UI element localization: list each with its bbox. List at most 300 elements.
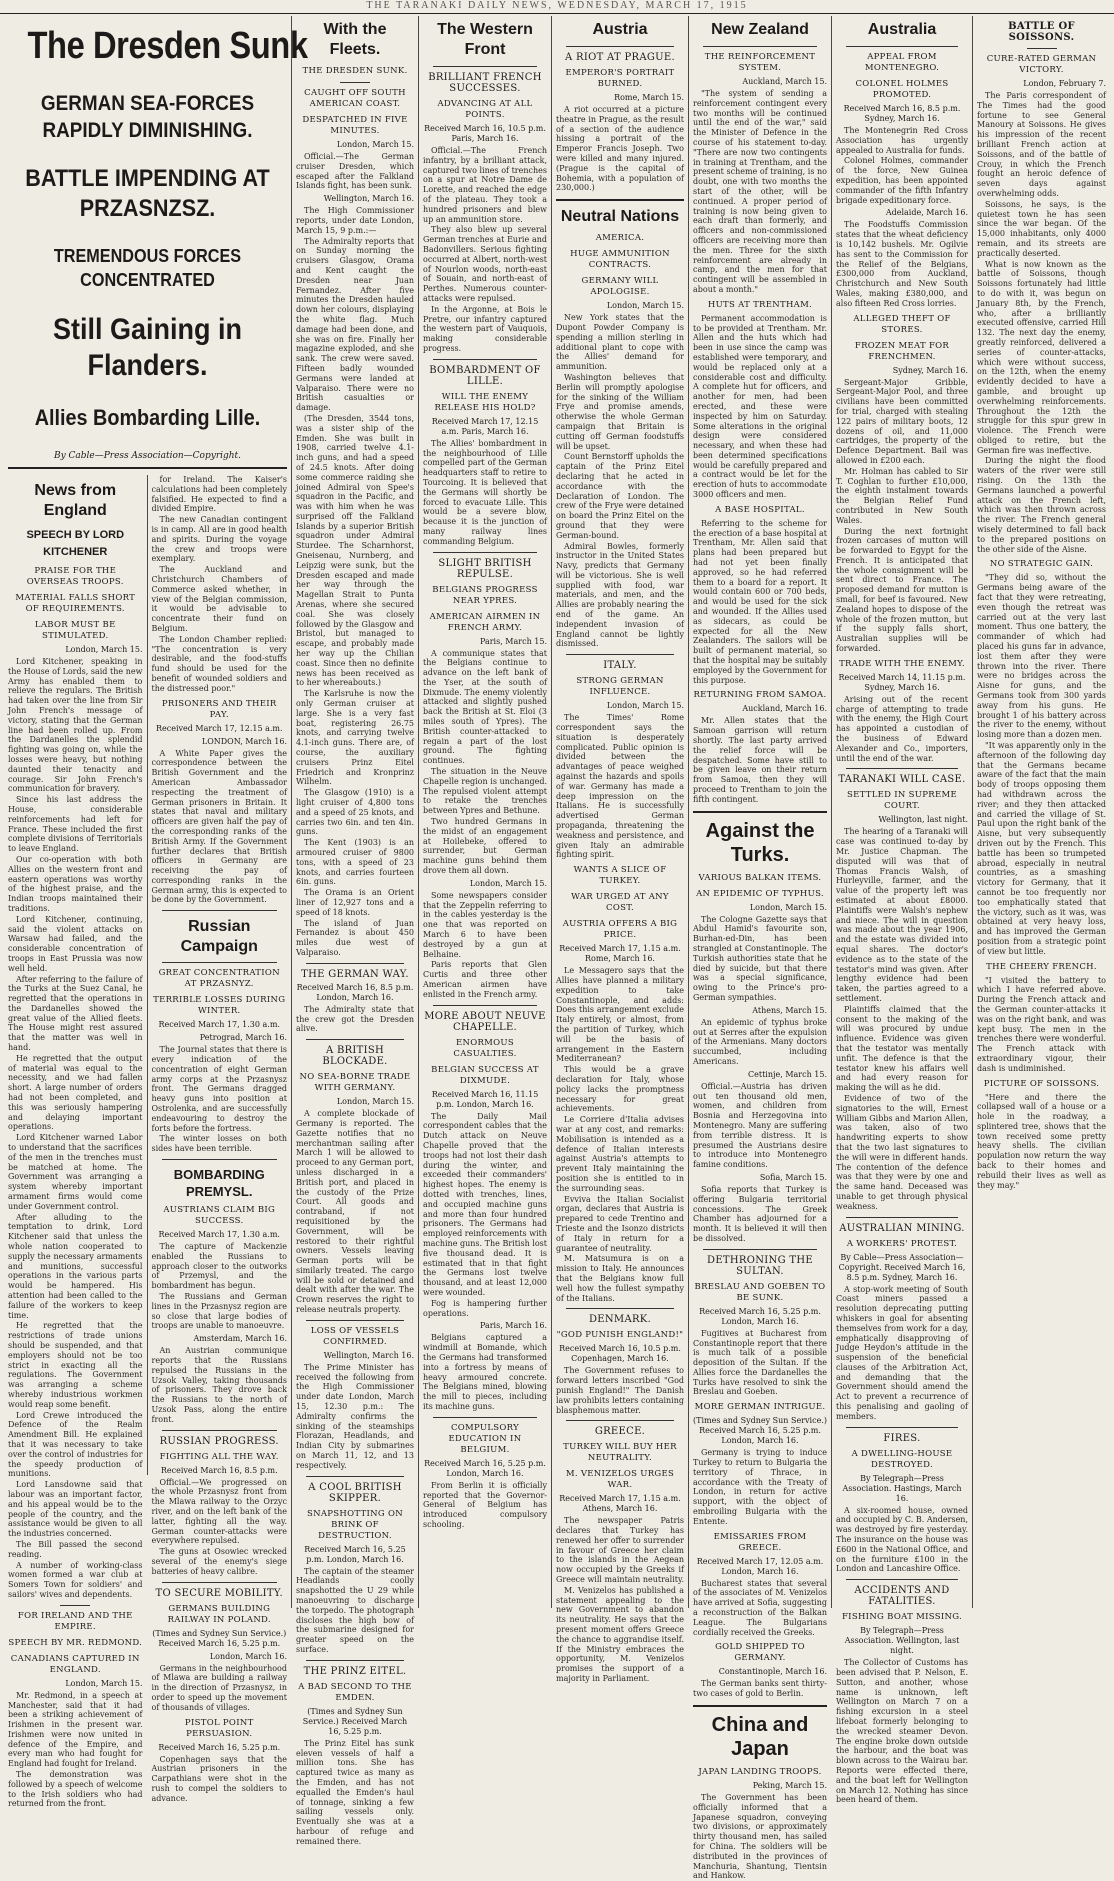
subhead: ENORMOUS CASUALTIES. <box>453 1037 517 1059</box>
article-paragraph: The demonstration was followed by a speech of welcome to the Irish soldiers who had returned from the front. <box>8 1770 143 1809</box>
subhead: BELGIAN SUCCESS AT DIXMUDE. <box>431 1064 539 1086</box>
headline-to-secure-mobility: TO SECURE MOBILITY. <box>155 1587 283 1599</box>
article-paragraph: Official.—We progressed on the whole Przasnysz front from the Mlawa railway to the Orzyc river, and on the left bank of the latter, fighting all the way. German counter-attacks were everywhere repulsed. <box>151 1477 287 1546</box>
article-paragraph: The High Commissioner reports, under date London, March 15, 9 p.m.:— <box>296 206 414 235</box>
subhead: FOR IRELAND AND THE EMPIRE. <box>17 1610 133 1632</box>
article-paragraph: The Orama is an Orient liner of 12,927 tons and a speed of 18 knots. <box>296 888 414 917</box>
article-paragraph: The Kent (1903) is an armoured cruiser of 9800 tons, with a speed of 23 knots, and carries fourteen 6in. guns. <box>296 838 414 887</box>
article-paragraph: In the Argonne, at Bois le Pretre, our infantry captured the western part of Vauquois, making considerable progress. <box>423 304 547 353</box>
article-paragraph: The Auckland and Christchurch Chambers of Commerce asked whether, in view of the Belgian commission, it would be advisable to concentrate their fund on Belgium. <box>151 565 287 633</box>
dateline: Paris, March 16. <box>479 1321 547 1331</box>
subhead: VARIOUS BALKAN ITEMS. <box>698 872 822 883</box>
article-paragraph: He regretted that the output of material was equal to the necessity, and we had fallen short. A large number of orders had not been completed, and this was seriously hampering and delaying important operations. <box>8 1053 143 1132</box>
dateline: Auckland, March 16. <box>742 704 827 714</box>
headline-bombardment-of-lille: BOMBARDMENT OF LILLE. <box>429 364 541 387</box>
subhead: PISTOL POINT PERSUASION. <box>184 1717 254 1739</box>
headline-british-blockade: A BRITISH BLOCKADE. <box>322 1045 388 1068</box>
dateline: London, March 15. <box>606 701 684 711</box>
article-paragraph: Lord Kitchener, continuing, said the violent attacks on Warsaw had failed, and the considerable concentration of troops in East Prussia was now well held. <box>8 914 143 973</box>
subhead: FIGHTING ALL THE WAY. <box>159 1451 279 1462</box>
subhead: ALLEGED THEFT OF STORES. <box>853 313 951 335</box>
article-paragraph: An epidemic of typhus broke out at Serres after the expulsion of the Armenians. Many doctors succumbed, including Americans. <box>693 1017 827 1066</box>
subhead: STRONG GERMAN INFLUENCE. <box>576 676 664 698</box>
subhead: RETURNING FROM SAMOA. <box>693 690 827 701</box>
dateline: London, March 15. <box>65 1678 143 1688</box>
headline-italy: ITALY. <box>603 660 637 672</box>
article-paragraph: From Berlin it is officially reported that the Governor-General of Belgium has introduced compulsory schooling. <box>423 1480 547 1529</box>
dateline: Received March 16, 5.25 p.m. London, March 16. <box>699 1306 821 1326</box>
article-paragraph: This would be a grave declaration for Italy, whose policy lacks the promptness necessary for great achievements. <box>556 1065 684 1114</box>
subhead: MATERIAL FALLS SHORT OF REQUIREMENTS. <box>15 593 136 614</box>
subhead: FISHING BOAT MISSING. <box>841 1612 963 1623</box>
subhead: BRILLIANT FRENCH SUCCESSES. <box>428 72 542 94</box>
article-paragraph: The Paris correspondent of The Times had the good fortune to see General Manoury at Soissons. He gives his impression of the recent brilliant French action at Soissons, and of the battle of Crouy, in which the French fought an heroic defence of seven days against overwhelming odds. <box>977 91 1106 198</box>
section-new-zealand: New Zealand <box>711 21 809 38</box>
article-paragraph: Germany is trying to induce Turkey to return to Bulgaria the territory of Thrace, in accordance with the Treaty of London, in return for active support, with the object of embroiling Bulgaria with the Entente. <box>693 1448 827 1526</box>
headline-cool-british-skipper: A COOL BRITISH SKIPPER. <box>308 1481 402 1504</box>
subhead: AMERICAN AIRMEN IN FRENCH ARMY. <box>429 611 541 633</box>
dateline: LONDON, March 16. <box>201 736 287 746</box>
section-battle-of-soissons: BATTLE OF SOISSONS. <box>1008 21 1075 43</box>
article-paragraph: "Here and there the collapsed wall of a house or a hole in the roadway, a splintered tree, shows that the town received some pretty heavy shells. The civilian population now return the way back to their homes and rebuild their lives as well as they may." <box>977 1092 1106 1190</box>
section-neutral-nations: Neutral Nations <box>560 208 680 226</box>
dateline: Received March 17, 1.30 a.m. <box>158 1020 280 1030</box>
article-paragraph: A communique states that the Belgians continue to advance on the left bank of the Yser, at the south of Dixmude. The enemy violently attacked and slightly pushed back the British at St. Eloi (3 miles south of Ypres). The British counter-attacked to regain a part of the lost ground. The fighting continues. <box>423 648 547 766</box>
article-paragraph: Mr. Holman has cabled to Sir T. Coghlan to further £10,000, the eighth instalment towards the Belgian Relief Fund contributed in New South Wales. <box>836 466 968 525</box>
section-austria: Austria <box>592 21 648 38</box>
dateline: Received March 16, 5.25 p.m. <box>158 1742 281 1752</box>
subhead: BRESLAU AND GOEBEN TO BE SUNK. <box>694 1281 826 1303</box>
article-paragraph: Fugitives at Bucharest from Constantinople report that there is much talk of a possible deposition of the Sultan. If the Allies force the Dardanelles the Turks have resolved to sink the Breslau and Goeben. <box>693 1328 827 1397</box>
subhead: AUSTRIANS CLAIM BIG SUCCESS. <box>163 1205 276 1227</box>
article-paragraph: Since his last address the House, considerable reinforcements had left for France. These included the first complete divisions of Territorials to leave England. <box>8 795 143 854</box>
column-austria <box>552 16 689 1684</box>
dateline: Peking, March 15. <box>752 1781 827 1791</box>
divider <box>566 654 674 655</box>
dateline: Wellington, March 16. <box>323 1350 414 1360</box>
article-paragraph: The Foodstuffs Commission states that the wheat deficiency is 10,142 bushels. Mr. Ogilvie has sent to the Commission for the Relief of the Belgians, £300,000 from Auckland, Christchurch and New South Wales, making £380,000, and also fifteen Red Cross lorries. <box>836 220 968 308</box>
dateline: London, March 15. <box>749 902 827 912</box>
dateline: Received March 16, 10.5 p.m. Paris, March 16. <box>424 124 546 143</box>
subhead: LOSS OF VESSELS CONFIRMED. <box>310 1325 400 1347</box>
article-paragraph: "I visited the battery to which I have referred above. During the French attack and the German counter-attacks it was on the right bank, and was kept busy. The men in the trenches there were wonderful. The French attack with extraordinary vigour, their dash is undiminished. <box>977 975 1106 1073</box>
main-news-subcolumns <box>8 475 287 1809</box>
dateline: London, March 15. <box>606 301 684 311</box>
article-paragraph: "The system of sending a reinforcement contingent every two months will be continued until the end of the war," said the Minister of Defence in the course of his statement to-day. "There are now two contingents in training at Trentham, and the present scheme of training, is no doubt, one with two months the start of the other, will be continued. A proper period of training is now being given to each draft than formerly, and officers and non-commissioned officers are receiving more than the men. Three for the sixth reinforcement are already in camp, and the men for that contingent will be assembled in about a month." <box>693 89 827 294</box>
subhead: A RIOT AT PRAGUE. <box>565 52 675 63</box>
article-paragraph: Mr. Allen states that the Samoan garrison will return shortly. The last party arrived the relief force will be despatched. Some have still to be given leave on their return from Samoa, then they will proceed to Trentham to join the fifth contingent. <box>693 716 827 804</box>
article-paragraph: The Admiralty reports that on Sunday morning the cruisers Glasgow, Orama and Kent caught the Dresden near Juan Fernandez. After five minutes the Dresden hauled down her colours, displaying the white flag. Much damage had been done, and she was on fire. Finally her magazine exploded, and she sank. The crew were saved. Fifteen badly wounded Germans were landed at Valparaiso. There were no British casualties or damage. <box>296 236 414 413</box>
article-paragraph: Referring to the scheme for the erection of a base hospital at Trentham, Mr. Allen said that plans had been prepared but had not yet been finally approved, so he had referred them to a board for a report. It would contain 600 or 700 beds, and would be used for the sick and wounded. If the Allies used as sidecars, as could be expected for all the New Zealanders. The sailors will be built of permanent material, so that the hospital may be suitably employed by the Government for this purpose. <box>693 518 827 685</box>
dateline: Received March 14, 11.15 p.m. Sydney, March 16. <box>838 672 966 692</box>
article-paragraph: The Government has been officially informed that a Japanese squadron, conveying two divisions, or approximately thirty thousand men, has sailed for China. The soldiers will be distributed in the provinces of Manchuria, Shantung, Tientsin and Hankow. <box>693 1793 827 1881</box>
article-paragraph: The Admiralty state that the crew got the Dresden alive. <box>296 1004 414 1034</box>
divider <box>846 46 958 47</box>
subhead: TRADE WITH THE ENEMY. <box>839 658 965 669</box>
article-paragraph: During the night the flood waters of the river were still rising. On the 13th the Germans launched a powerful attack on the French left, which was then thrown across the river. The French general wisely determined to fall back to the prepared positions on the other side of the Aisne. <box>977 456 1106 554</box>
divider <box>566 1308 674 1309</box>
dateline: Received March 17, 12.05 a.m. London, March 16. <box>696 1556 824 1576</box>
column-with-the-fleets <box>292 16 419 1846</box>
headline-russian-progress: RUSSIAN PROGRESS. <box>159 1435 279 1447</box>
article-paragraph: Evidence of two of the signatories to the will, Ernest William Gibbs and Marion Allen, was taken, also of two handwriting experts to show that the two last signatures to the will were in different hands. The contention of the defence was that they were by one and the same hand. Deceased was unable to get through physical weakness. <box>836 1093 968 1211</box>
article-paragraph: New York states that the Dupont Powder Company is spending a million sterling in additional plant to cope with the Allies' demand for ammunition. <box>556 313 684 372</box>
subhead: TURKEY WILL BUY HER NEUTRALITY. <box>563 1442 677 1464</box>
column-main-news <box>4 16 308 1809</box>
headline-still-gaining: Still Gaining in Flanders. <box>53 313 243 382</box>
subhead: MORE GERMAN INTRIGUE. <box>694 1402 826 1413</box>
divider <box>693 811 827 813</box>
article-paragraph: Lord Kitchener, speaking in the House of Lords, said the new Army has enabled them to relieve the regulars. The British had taken over the line from Sir John French's message of victory, stating that the German line had been rolled up. From the Dardanelles the splendid fighting was going on, while the losses were heavy, but nothing daunted their tenacity and courage. Sir John French's communication for bravery. <box>8 657 143 794</box>
article-paragraph: The captain of the steamer Headlands coolly snapshotted the U 29 while manoeuvring to discharge the torpedo. The photograph discloses the high bow of the submarine designed for greater speed on the surface. <box>296 1566 414 1655</box>
divider <box>433 1005 537 1006</box>
subcolumn-left <box>8 475 148 1809</box>
headline-dethroning-sultan: DETHRONING THE SULTAN. <box>707 1254 813 1277</box>
subhead: NO STRATEGIC GAIN. <box>989 559 1094 570</box>
article-paragraph: Official.—The German cruiser Dresden, which escaped after the Falkland Islands fight, has been sunk. <box>296 152 414 191</box>
article-paragraph: Bucharest states that several of the associates of M. Venizelos have arrived at Sofia, suggesting a reconstruction of the Balkan League. The Bulgarians cordially received the Greeks. <box>693 1578 828 1637</box>
dateline: Received March 17, 1.15 a.m. Rome, March 16. <box>559 944 681 964</box>
article-paragraph: Paris reports that Glen Curtis and three other American airmen have enlisted in the French army. <box>423 960 547 999</box>
dateline: Rome, March 15. <box>614 93 684 102</box>
article-paragraph: Admiral Bowles, formerly instructor in the United States Navy, predicts that Germany will be victorious. She is well supplied with food, war materials, and men, and the Allies are probably nearing the end of the game. An independent invasion of England cannot be lightly dismissed. <box>556 541 684 649</box>
subhead: PRAISE FOR THE OVERSEAS TROOPS. <box>26 566 124 587</box>
divider <box>306 1320 404 1321</box>
dateline: Received March 17, 1.30 a.m. <box>158 1230 280 1240</box>
article-paragraph: M. Matsumura is on a mission to Italy. He announces that the Belgians know full well how the fullest sympathy of the Italians. <box>556 1254 684 1303</box>
article-paragraph: The capture of Mackenzie enabled the Russians to approach closer to the outworks of Przemysl, and the bombardment has begun. <box>151 1242 287 1291</box>
divider <box>433 1417 537 1418</box>
divider <box>306 1039 404 1040</box>
subhead: WANTS A SLICE OF TURKEY. <box>573 865 667 887</box>
article-paragraph: "They did so, without the Germans being aware of the fact that they were retreating, even though the retreat was carried out at the very last moment. Thus one battery, the commander of which had placed his guns far in advance, lost them after they were thrown into the river. There were no bridges across the Aisne for guns, and the Germans took from 300 yards away from his guns. He brought 1 of his battery across the river to the enemy, without losing more than a dozen men. <box>977 573 1106 740</box>
article-paragraph: The Karlsruhe is now the only German cruiser at large. She is a very fast boat, registering 26.75 knots, and carrying twelve 4.1-inch guns. There are, of course, the auxiliary cruisers Prinz Eitel Friedrich and Kronprinz Wilhelm. <box>296 689 414 787</box>
dateline: Adelaide, March 16. <box>885 208 968 218</box>
article-paragraph: The newspaper Patris declares that Turkey has renewed her offer to surrender in favour of Greece her claim to the islands in the Aegean now occupied by the Greeks if Greece will maintain neutrality. <box>556 1516 684 1585</box>
headline-allies-bombarding: Allies Bombarding Lille. <box>34 405 261 430</box>
dateline: Paris, March 15. <box>479 636 547 646</box>
divider <box>1027 48 1057 49</box>
article-paragraph: Colonel Holmes, commander of the force, New Guinea expedition, has been appointed commander of the fifth Infantry brigade expeditionary force. <box>836 156 968 205</box>
subhead: EMISSARIES FROM GREECE. <box>713 1531 807 1553</box>
dateline: Athens, March 15. <box>752 1005 827 1015</box>
headline-bombarding-premysl: BOMBARDING PREMYSL. <box>173 1167 265 1200</box>
article-paragraph: Lord Lansdowne said that labour was an important factor, and his appeal would be to the people of the country, and the assistance would be given to all the industries concerned. <box>8 1480 143 1539</box>
divider <box>162 962 278 963</box>
dateline: Received March 16, 8.5 p.m. <box>160 1465 278 1475</box>
article-paragraph: The Cologne Gazette says that Abdul Hamid's favourite son, Burhan-ed-Din, has been strangled at Constantinople. The Turkish authorities state that he died by suicide, but that there was a special significance, owing to the Prince's pro-German sympathies. <box>693 914 827 1002</box>
dateline: Wellington, last night. <box>878 815 968 825</box>
article-paragraph: The guns at Osowiec wrecked several of the enemy's siege batteries of heavy calibre. <box>151 1547 287 1576</box>
divider <box>566 1420 674 1421</box>
subhead: PRISONERS AND THEIR PAY. <box>161 698 277 720</box>
divider <box>693 1705 827 1707</box>
headline-greece: GREECE. <box>594 1426 646 1438</box>
subhead: CANADIANS CAPTURED IN ENGLAND. <box>10 1653 140 1675</box>
article-paragraph: During the next fortnight frozen carcases of mutton will be forwarded to Egypt for the French. It is anticipated that the whole consignment will be sent direct to France. The proposed demand for mutton is small, for beef is favoured. New Zealand hopes to dispose of the whole of the frozen mutton, but if the supply falls short, Australian supplies will be forwarded. <box>836 526 968 654</box>
section-australia: Australia <box>867 21 937 38</box>
divider <box>846 1427 958 1428</box>
subhead: GOLD SHIPPED TO GERMANY. <box>715 1642 805 1664</box>
article-paragraph: A complete blockade of Germany is reported. The Gazette notifies that no merchantman sailing after March 1 will be allowed to proceed to any German port, unless discharged in a British port, and placed in the custody of the Prize Court. All goods and contraband, if not requisitioned by the Government, will be restored to their rightful owners. Vessels leaving German ports will be similarly treated. The cargo will be sold or detained and dealt with after the war. The Crown reserves the right to release neutrals property. <box>296 1109 414 1315</box>
article-paragraph: Plaintiffs claimed that the consent to the making of the will was procured by undue influence. Evidence was given that the testator was mentally unfit. The defence is that the testator knew his affairs well and had every reason for making the will as he did. <box>836 1004 968 1093</box>
subhead: GERMANS BUILDING RAILWAY IN POLAND. <box>167 1603 271 1625</box>
article-paragraph: The Prime Minister has received the following from the High Commissioner under date London, March 15, 12.30 p.m.: The Admiralty confirms the sinking of the steamships Florazan, Headlands, and Indian City by submarines on March 11, 12, and 13 respectively. <box>296 1362 414 1470</box>
subhead: CURE-RATED GERMAN VICTORY. <box>986 54 1097 75</box>
subhead: A BAD SECOND TO THE EMDEN. <box>298 1681 412 1703</box>
section-with-the-fleets: With the Fleets. <box>323 21 387 58</box>
subhead: A DWELLING-HOUSE DESTROYED. <box>851 1448 953 1470</box>
headline-fires: FIRES. <box>883 1432 921 1444</box>
dateline: Received March 16, 10.5 p.m. Copenhagen, March 16. <box>559 1344 681 1364</box>
headline-kitchener-speech: SPEECH BY LORD KITCHENER <box>26 529 125 558</box>
article-paragraph: The situation in the Neuve Chapelle region is unchanged. The repulsed violent attempt to retake the trenches between Ypres and Bethune. <box>423 767 547 816</box>
divider <box>162 1582 278 1583</box>
byline: By Cable—Press Association—Copyright. <box>53 451 242 461</box>
subhead: TERRIBLE LOSSES DURING WINTER. <box>153 995 286 1017</box>
dateline: (Times and Sydney Sun Service.) Received March 16, 5.25 p.m. London, March 16. <box>693 1416 827 1446</box>
dateline: London, March 15. <box>65 645 143 654</box>
subhead: THE REINFORCEMENT SYSTEM. <box>704 52 816 73</box>
subhead: AN EPIDEMIC OF TYPHUS. <box>696 888 824 899</box>
divider <box>703 1249 817 1250</box>
subhead: WILL THE ENEMY RELEASE HIS HOLD? <box>434 391 536 413</box>
subhead: AUSTRIA OFFERS A BIG PRICE. <box>562 919 678 941</box>
dateline: Sofia, March 15. <box>759 1172 827 1182</box>
divider <box>8 467 287 469</box>
article-paragraph: A riot occurred at a picture theatre in Prague, as the result of a section of the audience hissing a portrait of the Emperor Francis Joseph. Two were killed and many injured. (Prague is the capital of Bohemia, with a population of 230,000.) <box>556 105 684 193</box>
headline-prinz-eitel: THE PRINZ EITEL. <box>303 1665 407 1677</box>
masthead: THE TARANAKI DAILY NEWS, WEDNESDAY, MARCH 17, 1915 <box>0 0 1114 14</box>
subhead: NO SEA-BORNE TRADE WITH GERMANY. <box>299 1072 411 1094</box>
dateline: Received March 17, 1.15 a.m. Athens, March 16. <box>559 1494 681 1514</box>
headline-neuve-chapelle: MORE ABOUT NEUVE CHAPELLE. <box>424 1010 546 1033</box>
dateline: Petrograd, March 16. <box>199 1033 287 1043</box>
article-paragraph: The Times' Rome correspondent says the situation is desperately complicated. Public opinion is divided between the advantages of peace weighed against the hazards and spoils of war. Germany has made a deep impression on the Italians. He is successfully advertised German propaganda, threatening the weakness and persistence, and given Italy an admirable fighting spirit. <box>556 713 684 860</box>
article-paragraph: Belgians captured a windmill at Bomande, which the Germans had transformed into a fortress by means of heavy armoured concrete. The Belgians mined, blowing the mill to pieces, including its machine guns. <box>423 1333 547 1411</box>
article-paragraph: An Austrian communique reports that the Russians repulsed the Russians in the Uzsok Valley, taking thousands of prisoners. They drove back the Russians to the north of Uzsok Pass, along the entire front. <box>151 1346 287 1424</box>
column-new-zealand <box>689 16 832 1881</box>
section-china-and-japan: China and Japan <box>711 1714 809 1761</box>
column-australia <box>832 16 973 1805</box>
article-paragraph: Our co-operation with both Allies on the western front and eastern operations was worthy of the highest praise, and the Indian troops maintained their traditions. <box>8 854 143 913</box>
divider <box>433 66 537 67</box>
subcolumn-right <box>148 475 288 1803</box>
subhead: WAR URGED AT ANY COST. <box>571 892 669 914</box>
article-paragraph: Le Messagero says that the Allies have planned a military expedition to take Constantinople, and adds: Does this arrangement exclude Italy entirely, or almost, from the partition of Turkey, which will be the basis of arrangement in the Eastern Mediterranean? <box>556 966 684 1064</box>
dateline: London, March 15. <box>469 878 547 888</box>
dateline: Received March 17, 12.15 a.m. Paris, March 16. <box>431 416 539 436</box>
dateline: Received March 16, 5.25 p.m. London, March 16. <box>424 1458 546 1478</box>
article-paragraph: The Russians and German lines in the Przasnysz region are so close that large bodies of troops are unable to manoeuvre. <box>151 1292 287 1331</box>
divider <box>703 46 817 47</box>
headline-german-sea-forces: GERMAN SEA-FORCES RAPIDLY DIMINISHING. <box>40 92 255 142</box>
dateline: Constantinople, March 16. <box>718 1667 827 1677</box>
article-paragraph: Copenhagen says that the Austrian prisoners in the Carpathians were shot in the rush to compel the soldiers to advance. <box>151 1754 287 1803</box>
column-battle-of-soissons <box>973 16 1110 1608</box>
dateline: By Cable—Press Association—Copyright. Received March 16, 8.5 p.m. Sydney, March 16. <box>838 1252 966 1282</box>
article-paragraph: They also blew up several German trenches at Eurie and Badonvillers. Serious fighting occurred at Albert, north-west of Nourlon woods, north-east of Souain, and north-east of Perthes. Numerous counter-attacks were repulsed. <box>423 225 547 303</box>
subhead: SPEECH BY MR. REDMOND. <box>8 1637 143 1648</box>
article-paragraph: M. Venizelos has published a statement appealing to the new Government to abandon its neutrality. He says that the present moment offers Greece the chance to aggrandise itself. If the Ministry embraces the opportunity, M. Venizelos promises the support of a majority in Parliament. <box>556 1585 684 1684</box>
article-paragraph: Permanent accommodation is to be provided at Trentham. Mr. Allen and the huts which had been in use since the camp was established were temporary, and would be replaced only at a considerable cost and difficulty. A complete hut for officers, and another for men, had been erected, and these were inspected by him on Saturday. Some alterations in the original design were considered necessary, and when these had been determined specifications would be carefully prepared and a contract would be let for the erection of huts to accommodate 3000 officers and men. <box>693 313 827 500</box>
dateline: London, March 16. <box>209 1651 287 1661</box>
dateline: London, March 15. <box>336 140 414 149</box>
dateline: (Times and Sydney Sun Service.) Received March 16, 5.25 p.m. <box>302 1706 408 1736</box>
divider <box>60 1605 90 1606</box>
headline-dresden-sunk: The Dresden Sunk <box>27 25 308 67</box>
article-paragraph: The German banks sent thirty-two cases of gold to Berlin. <box>693 1679 827 1699</box>
dateline: Received March 16, 11.15 p.m. London, March 16. <box>431 1089 539 1109</box>
subhead: HUGE AMMUNITION CONTRACTS. <box>570 249 670 271</box>
divider <box>162 1430 278 1431</box>
article-paragraph: Fog is hampering further operations. <box>423 1298 547 1318</box>
divider <box>566 46 674 47</box>
article-paragraph: Evviva the Italian Socialist organ, declares that Austria is prepared to cede Trentino and Trieste and the Isonzo districts of Italy in return for a guarantee of neutrality. <box>556 1194 684 1253</box>
article-paragraph: Washington believes that Berlin will promptly apologise for the sinking of the William Frye and promise amends, otherwise the whole German campaign that Britain is cutting off German foodstuffs will be upset. <box>556 372 684 451</box>
subhead: APPEAL FROM MONTENEGRO. <box>864 52 940 73</box>
article-paragraph: The Collector of Customs has been advised that P. Nelson, E. Sutton, and another, whose name is unknown, left Wellington on March 7 on a fishing excursion in a steel lifeboat formerly belonging to the wrecked steamer Devon. The engine broke down outside the harbour, and the boat was blown across to the Wairau bar. Reports were effected there, and the boat left for Wellington on March 12. Nothing has since been heard of them. <box>836 1658 968 1805</box>
article-paragraph: The London Chamber replied: "The concentration is very desirable, and the food-stuffs fund should be used for the benefit of wounded soldiers and the distressed poor." <box>151 634 287 693</box>
article-paragraph: A number of working-class women formed a war club at Somers Town for soldiers' and sailors' wives and dependents. <box>8 1560 143 1599</box>
subhead: HUTS AT TRENTHAM. <box>707 299 813 310</box>
dateline: London, February 7. <box>1023 79 1106 88</box>
article-paragraph: (The Dresden, 3544 tons, was a sister ship of the Emden. She was built in 1908, carried twelve 4.1-inch guns, and had a speed of 24.5 knots. After doing some commerce raiding she joined Admiral von Spee's squadron in the Pacific, and was with him when he was surprised off the Falkland Islands by a superior British squadron under Admiral Sturdee. The Scharnhorst, Gneisenau, Nurnberg, and Leipzig were sunk, but the Dresden escaped and made her way through the Magellan Strait to Punta Arenas, where she secured coal. She was closely followed by the Glasgow and Bristol, but managed to escape, and probably made her way up the Chilian coast. Since then no definite news has been received as to her whereabouts.) <box>296 413 414 688</box>
article-paragraph: He regretted that the restrictions of trade unions should be suspended, and that employers should not be too strict in exacting all the regulations. The Government was arranging a scheme whereby industrious workmen would reap some benefit. <box>8 1321 143 1409</box>
subhead: A WORKERS' PROTEST. <box>846 1238 958 1249</box>
divider <box>306 1660 404 1661</box>
subhead: THE DRESDEN SUNK. <box>302 66 408 76</box>
article-paragraph: Sofia reports that Turkey is offering Bulgaria territorial concessions. The Greek Chamber has adjourned for a month. It is believed it will then be dissolved. <box>693 1184 827 1243</box>
article-paragraph: A six-roomed house, owned and occupied by C. B. Andersen, was destroyed by fire yesterday. The insurance on the house was £600 in the National Office, and on the furniture £100 in the London and Lancashire Office. <box>836 1505 968 1574</box>
subhead: JAPAN LANDING TROOPS. <box>698 1767 822 1778</box>
divider <box>846 768 958 769</box>
dateline: By Telegraph—Press Association. Wellington, last night. <box>844 1626 960 1656</box>
section-against-the-turks: Against the Turks. <box>705 819 815 866</box>
article-paragraph: The hearing of a Taranaki will case was continued to-day by Mr. Justice Chapman. The disputed will was that of Thomas Francis Walsh, of Hurleyville, farmer, and the value of the property left was estimated at about £8000. Plaintiffs were Walsh's nephew and niece. The will in question was made about the year 1906, and the estate was divided into equal shares. The doctor's evidence as to the state of the testator's mind was given. After lengthy evidence had been taken, the parties agreed to a settlement. <box>836 827 968 1003</box>
newspaper-page <box>4 16 1110 1881</box>
section-news-from-england: News from England <box>34 482 117 519</box>
headline-slight-british-repulse: SLIGHT BRITISH REPULSE. <box>438 557 532 580</box>
headline-the-german-way: THE GERMAN WAY. <box>301 968 409 980</box>
article-paragraph: Le Corriere d'Italia advises war at any cost, and remarks: Mobilisation is intended as a defence of Italian interests against Austria's attempts to prevent Italy maintaining the position she is entitled to in the surrounding seas. <box>556 1115 684 1193</box>
divider <box>162 1159 278 1160</box>
article-paragraph: A stop-work meeting of South Coast miners passed a resolution deprecating putting whiskers in goal for absenting themselves from work for a day, emphatically disapproving of Judge Heydon's attitude in the suspension of the beneficial clauses of the Arbitration Act, and demanding that the Government should amend the Act to prevent a recurrence of this penalising and gaoling of members. <box>836 1284 968 1421</box>
article-paragraph: The Journal states that there is every indication of the concentration of eight German army corps at the Przasnysz front. The Germans dragged heavy guns into position at Ostrolenka, and are successfully endeavouring to destroy the forts before the fortress. <box>151 1045 287 1133</box>
section-western-front: The Western Front <box>437 21 533 58</box>
article-paragraph: The Government refuses to forward letters inscribed "God punish England!" The Danish law prohibits letters containing blasphemous matter. <box>556 1366 684 1415</box>
subhead: LABOR MUST BE STIMULATED. <box>34 620 116 641</box>
subhead: EMPEROR'S PORTRAIT BURNED. <box>565 68 675 89</box>
subhead: THE CHEERY FRENCH. <box>986 961 1097 972</box>
subhead: GERMANY WILL APOLOGISE. <box>581 276 659 298</box>
headline-accidents-fatalities: ACCIDENTS AND FATALITIES. <box>854 1585 950 1608</box>
subhead: COLONEL HOLMES PROMOTED. <box>855 79 949 100</box>
divider <box>162 910 278 911</box>
divider <box>306 1476 404 1477</box>
article-paragraph: A White Paper gives the correspondence between the British Government and the American Ambassador respecting the treatment of German prisoners in Britain. It states that naval and military officers are given half the pay of the corresponding ranks of the British Army. If the Government further declares that British officers in Germany are receiving the pay of corresponding ranks in the German army, this is expected to be done by the Government. <box>151 748 287 905</box>
subhead: ADVANCING AT ALL POINTS. <box>437 99 533 120</box>
subhead: SNAPSHOTTING ON BRINK OF DESTRUCTION. <box>306 1508 403 1541</box>
headline-tremendous-forces: TREMENDOUS FORCES CONCENTRATED <box>53 246 242 290</box>
subhead: COMPULSORY EDUCATION IN BELGIUM. <box>448 1422 522 1455</box>
article-paragraph: The Prinz Eitel has sunk eleven vessels of half a million tons. She has captured twice as many as the Emden, and has not equalled the Emden's haul of tonnage, sinking a few sailing vessels only. Eventually she was at a harbour of refuge and remained there. <box>296 1738 414 1846</box>
divider <box>433 359 537 360</box>
article-paragraph: The Allies' bombardment in the neighbourhood of Lille compelled part of the German headquarters staff to retire to Tourcoing. It is believed that the Germans will shortly be forced to evacuate Lille. This would be a severe blow, because it is the junction of many railway lines commanding Belgium. <box>423 438 547 546</box>
divider <box>433 552 537 553</box>
headline-denmark: DENMARK. <box>588 1314 652 1326</box>
subhead: GREAT CONCENTRATION AT PRZASNYZ. <box>158 968 280 990</box>
article-paragraph: Lord Crewe introduced the Defence of the Realm Amendment Bill. He explained that it was necessary to take over the control of industries for the speedy production of munitions. <box>8 1410 143 1479</box>
dateline: London, March 15. <box>336 1097 414 1107</box>
subhead: A BASE HOSPITAL. <box>715 504 805 515</box>
article-paragraph: for Ireland. The Kaiser's calculations had been completely falsified. He expected to find a divided Empire. <box>151 475 287 514</box>
headline-taranaki-will-case: TARANAKI WILL CASE. <box>838 774 966 786</box>
article-paragraph: The Glasgow (1910) is a light cruiser of 4,800 tons and a speed of 25 knots, and carries two 6in. and ten 4in. guns. <box>296 788 414 837</box>
headline-australian-mining: AUSTRALIAN MINING. <box>839 1222 965 1234</box>
divider <box>846 1217 958 1218</box>
article-paragraph: The island of Juan Fernandez is about 450 miles due west of Valparaiso. <box>296 918 414 957</box>
article-paragraph: The Montenegrin Red Cross Association has urgently appealed to Australia for funds. <box>836 126 968 155</box>
article-paragraph: Two hundred Germans in the midst of an engagement at Hoilebeke, offered to surrender, but German machine guns behind them drove them all down. <box>423 817 547 876</box>
dateline: (Times and Sydney Sun Service.) Received March 16, 5.25 p.m. <box>152 1628 287 1648</box>
subhead: DESPATCHED IN FIVE MINUTES. <box>302 115 408 136</box>
article-paragraph: The winter losses on both sides have been terrible. <box>151 1134 287 1154</box>
section-russian-campaign: Russian Campaign <box>180 918 258 956</box>
dateline: By Telegraph—Press Association. Hastings, March 16. <box>842 1473 962 1503</box>
article-paragraph: After referring to the failure of the Turks at the Suez Canal, he regretted that the operations in the Dardanelles showed the great value of the Allied fleets. The House might rest assured that the matter was well in hand. <box>8 974 143 1053</box>
dateline: Cettinje, March 15. <box>748 1069 827 1079</box>
divider <box>846 1579 958 1580</box>
dateline: Received March 16, 8.5 p.m. London, March 16. <box>296 982 414 1002</box>
subhead: AMERICA. <box>595 233 645 244</box>
article-paragraph: Official.—Austria has driven out ten thousand old men, women, and children from Bosnia and Herzegovina into Montenegro. Many are suffering from terrible distress. It is presumed the Austrians desire to introduce into Montenegro famine conditions. <box>693 1081 827 1170</box>
dateline: Received March 16, 8.5 p.m. Sydney, March 16. <box>843 104 961 123</box>
article-paragraph: Soissons, he says, is the quietest town he has seen since the war began. Of the 15,000 inhabitants, only 4000 remain, and its streets are practically deserted. <box>977 199 1106 258</box>
column-western-front <box>419 16 552 1608</box>
divider <box>340 82 370 83</box>
article-paragraph: Some newspapers consider that the Zeppelin referring to in the cables yesterday is the one that was reported on March 6 to have been destroyed by a gun at Belhaine. <box>423 890 547 959</box>
article-paragraph: Lord Kitchener warned Labor to understand that the sacrifices of the men in the trenches must be matched at home. The Government was arranging a system whereby important armament firms would come under Government control. <box>8 1133 143 1211</box>
article-paragraph: The Daily Mail correspondent cables that the Dutch attack on Neuve Chapelle proved that the troops had not lost their dash during the winter, and exceeded their commanders' highest hopes. The enemy is dotted with trenches, lines, and occupied machine guns and more than four hundred prisoners. The Germans had employed reinforcements with machine guns. The British lost five thousand dead. It is estimated that in that fight the Germans lost twelve thousand, and at least 12,000 were wounded. <box>423 1111 547 1297</box>
article-paragraph: Arising out of the recent charge of attempting to trade with the enemy, the High Court has appointed a custodian of the business of Edward Alexander and Co., importers, until the end of the war. <box>836 694 968 763</box>
article-paragraph: Mr. Redmond, in a speech at Manchester, said that it had been a striking achievement of Irishmen in the present war. Irishmen were now united in defence of the Empire, and every man who had fought for England had fought for Ireland. <box>8 1690 143 1769</box>
subhead: SETTLED IN SUPREME COURT. <box>846 790 957 812</box>
article-paragraph: After alluding to the temptation to drink, Lord Kitchener said that unless the whole nation cooperated to supply the necessary armaments and munitions, successful operations in the various parts would be hampered. His attention had been called to the failure of the workers to keep time. <box>8 1212 143 1320</box>
dateline: Received March 16, 5.25 p.m. London, March 16. <box>304 1544 406 1564</box>
dateline: Wellington, March 16. <box>323 194 414 204</box>
subhead: M. VENIZELOS URGES WAR. <box>565 1469 675 1491</box>
dateline: Amsterdam, March 16. <box>193 1334 287 1344</box>
article-paragraph: What is now known as the battle of Soissons, though Soissons fortunately had little to do with it, was begun on January 8th, by the French, who, after a brilliantly executed offensive, carried Hill 132. The next day the enemy, greatly reinforced, delivered a series of counter-attacks, which were without success, on the 12th, when the enemy evidently decided to have a gamble, and brought up overwhelming reinforcements. Throughout the 12th the struggle for this spur grew in violence. The French were obliged to retire, but the German fire was ineffective. <box>977 259 1106 455</box>
subhead: BELGIANS PROGRESS NEAR YPRES. <box>432 584 538 606</box>
article-paragraph: Sergeant-Major Gribble, Sergeant-Major Pool, and three civilians have been committed for trial, charged with stealing 122 pairs of military boots, 12 dozens of oil, and 11,000 cartridges, the property of the Defence Department. Bail was allowed in £200 each. <box>836 377 968 465</box>
article-paragraph: The new Canadian contingent is in camp. All are in good health and spirits. During the voyage the crew and troops were exemplary. <box>151 515 287 564</box>
subhead: "GOD PUNISH ENGLAND!" <box>556 1330 684 1341</box>
divider <box>556 199 684 201</box>
article-paragraph: The Bill passed the second reading. <box>8 1539 143 1559</box>
subhead: PICTURE OF SOISSONS. <box>983 1078 1100 1089</box>
article-paragraph: Germans in the neighbourhood of Mlawa are building a railway in the direction of Przasnysz, in order to speed up the movement of thousands of villages. <box>151 1663 287 1712</box>
dateline: Received March 17, 12.15 a.m. <box>155 723 283 733</box>
subhead: CAUGHT OFF SOUTH AMERICAN COAST. <box>304 88 406 109</box>
dateline: Auckland, March 15. <box>742 77 827 86</box>
article-paragraph: Count Bernstorff upholds the captain of the Prinz Eitel declaring that he acted in accordance with the Declaration of London. The crew of the Frye were detained on board the Prinz Eitel on the ground that they were German-bound. <box>556 452 684 540</box>
subhead: FROZEN MEAT FOR FRENCHMEN. <box>854 340 950 362</box>
article-paragraph: Official.—The French infantry, by a brilliant attack, captured two lines of trenches on a spur at Notre Dame de Lorette, and reached the edge of the plateau. They took a hundred prisoners and blew up an ammunition store. <box>423 146 547 224</box>
dateline: Sydney, March 16. <box>892 365 968 375</box>
divider <box>306 963 404 964</box>
